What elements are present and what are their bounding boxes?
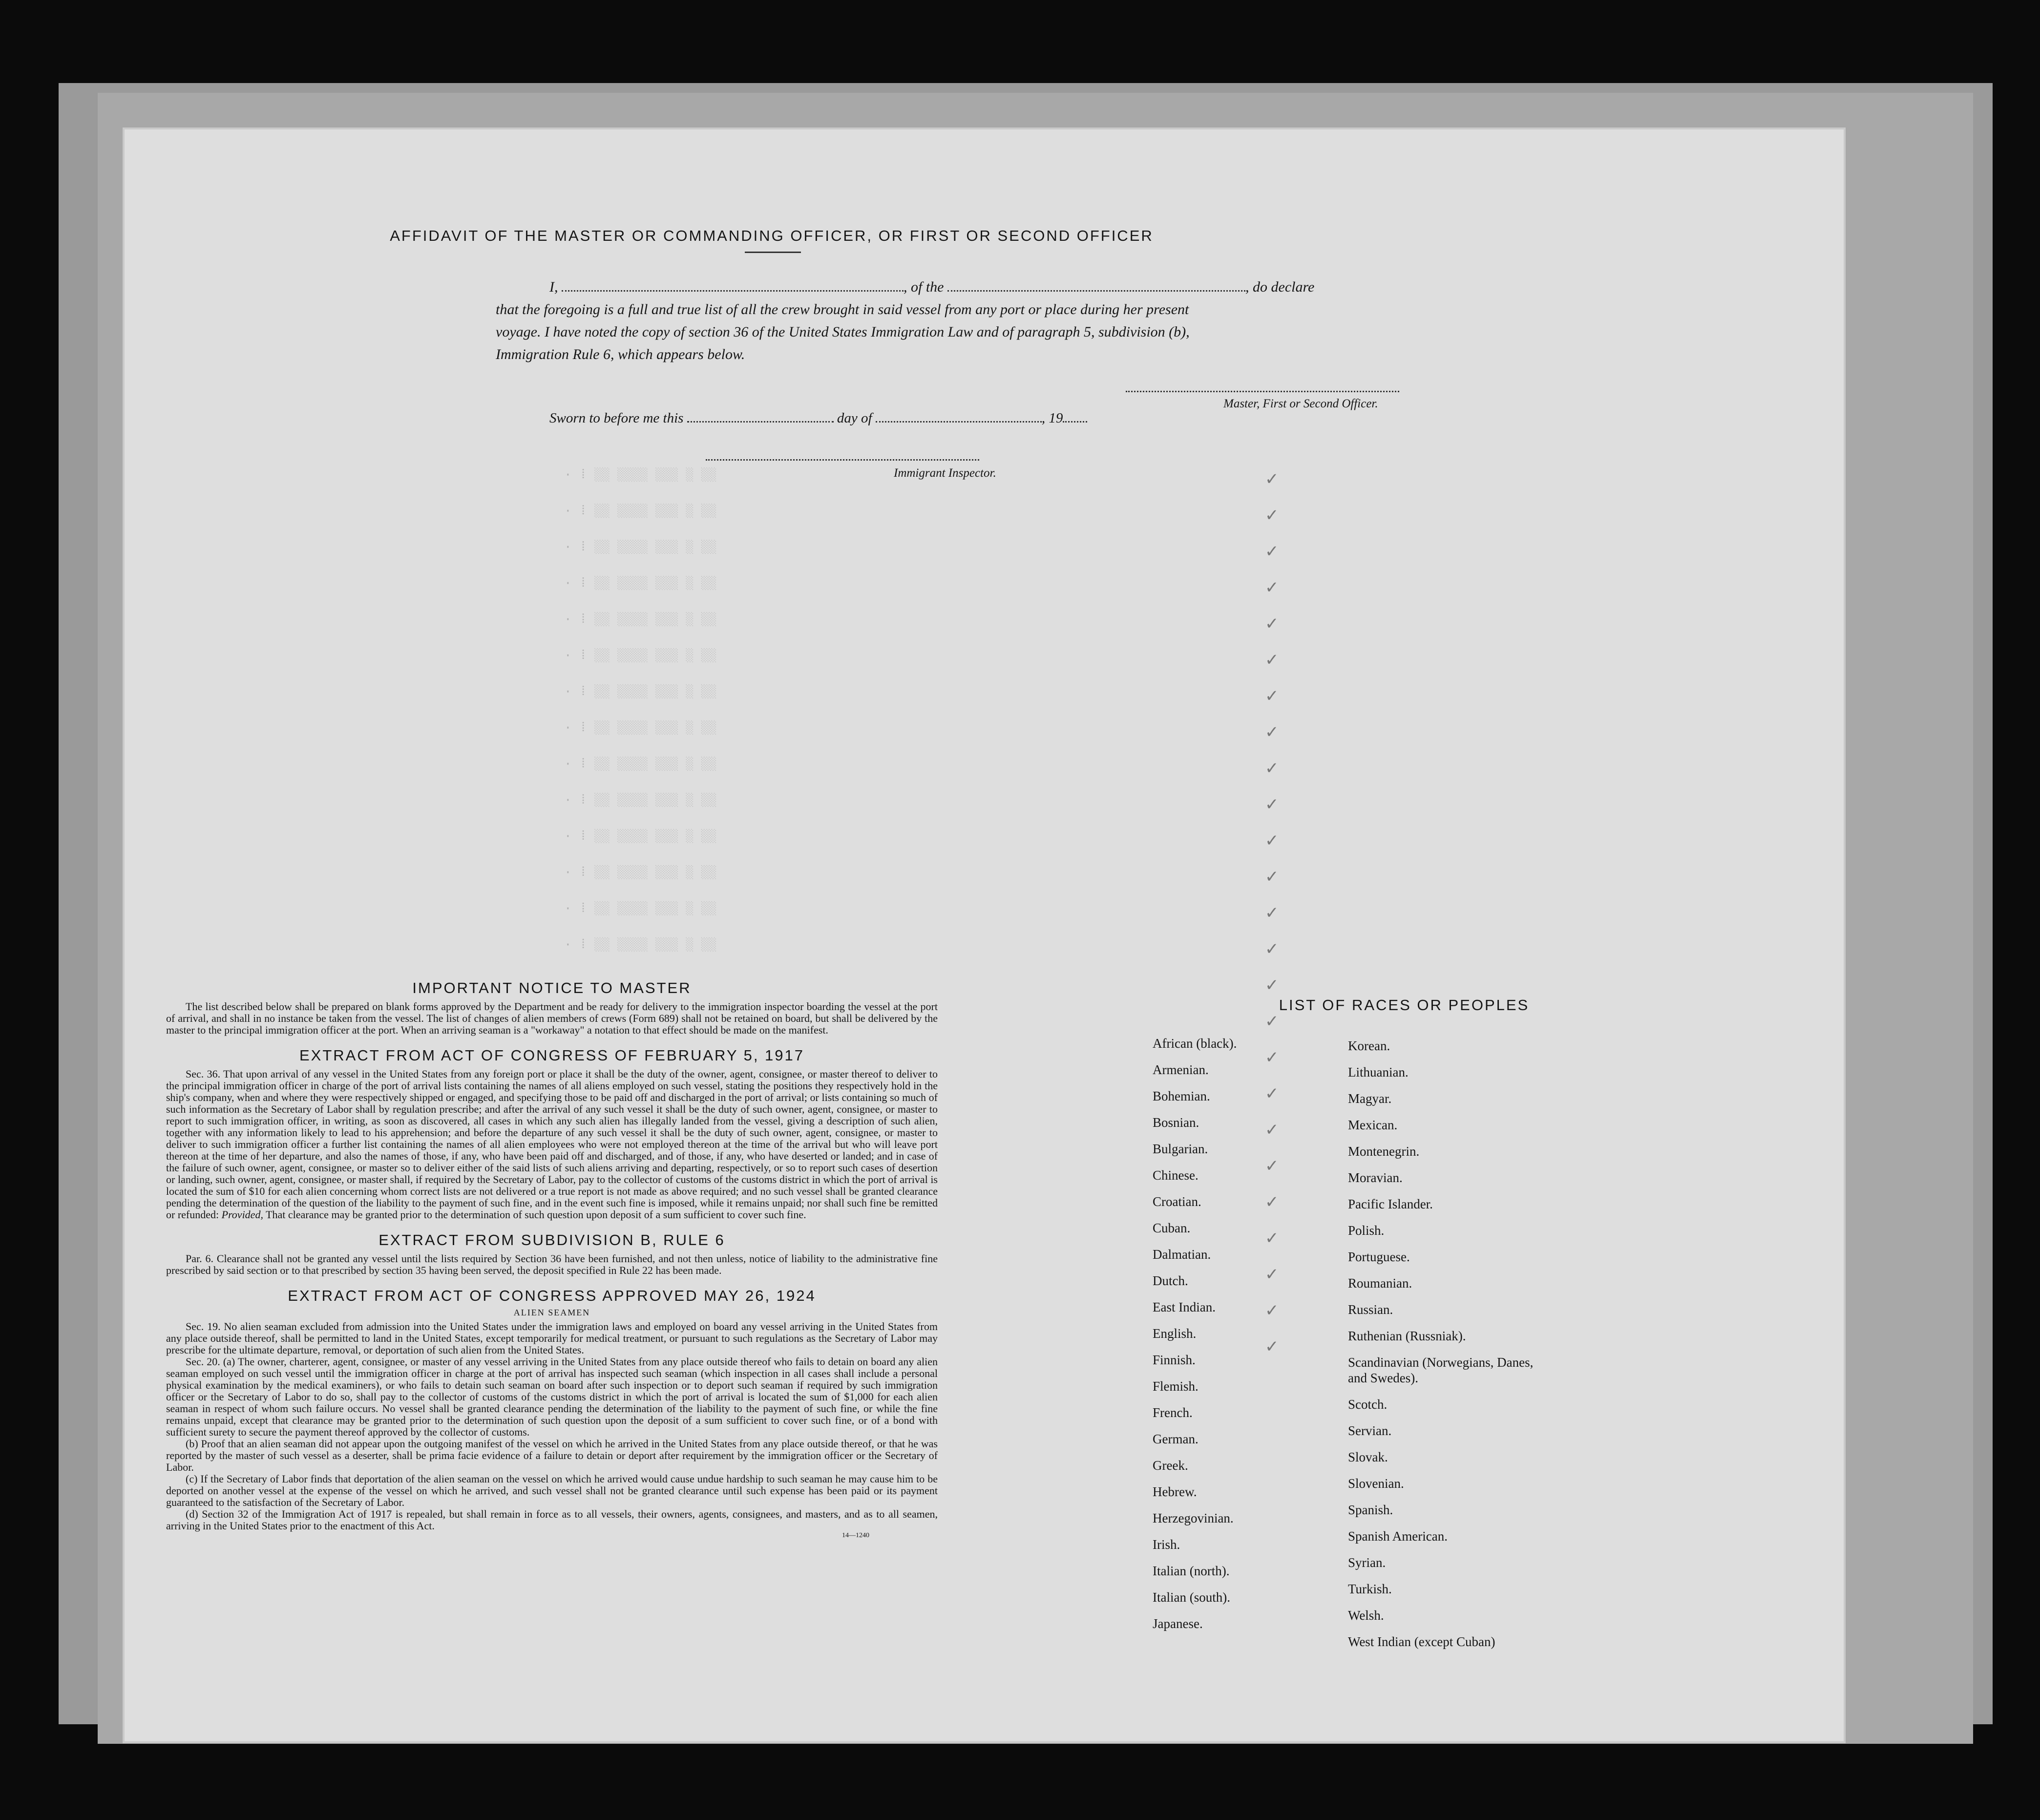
race-item: Mexican. xyxy=(1348,1118,1398,1132)
race-item: Moravian. xyxy=(1348,1170,1403,1185)
rule6-title: EXTRACT FROM SUBDIVISION B, RULE 6 xyxy=(379,1231,725,1249)
race-item: Dalmatian. xyxy=(1153,1247,1211,1262)
race-item: Bulgarian. xyxy=(1153,1142,1208,1156)
race-item: Servian. xyxy=(1348,1423,1392,1438)
extract-1924-title: EXTRACT FROM ACT OF CONGRESS APPROVED MAY 26, 1924 xyxy=(288,1287,816,1304)
section-36-text: Sec. 36. That upon arrival of any vessel in the United States from any foreign port or place it shall be the duty of the owner, agent, consignee, or master thereof to deliver to the principal immigration officer in charge of the port of arrival lists containing the names of all aliens employed on such vessel, stating the positions they respectively hold in the ship's company, when and where they were respectively shipped or engaged, and specifying those to be paid off and discharged in the port of arrival; or lists containing so much of such information as the Secretary of Labor shall by regulation prescribe; and after the arrival of any such vessel it shall be the duty of such owner, agent, consignee, or master to report to such immigration officer, in writing, as soon as discovered, all cases in which any such alien has illegally landed from the vessel, giving a description of such alien, together with any information likely to lead to his apprehension; and before the departure of any such vessel it shall be the duty of such owner, agent, consignee, or master to deliver to such immigration officer a further list containing the names of all alien employees who were not employed thereon at the time of the arrival but who will leave port thereon at the time of her departure, and also the names of those, if any, who have been paid off and discharged, and of those, if any, who have deserted or landed; and in case of the failure of such owner, agent, consignee, or master so to deliver either of the said lists of such aliens arriving and departing, respectively, or so to report such cases of desertion or landing, such owner, agent, consignee, or master shall, if required by the Secretary of Labor, pay to the collector of customs of the customs district in which the port of arrival is located the sum of $10 for each alien concerning whom correct lists are not delivered or a true report is not made as above required; and no such vessel shall be granted clearance pending the determination of the question of the liability to the payment of such fine, and in the event such fine is imposed, while it remains unpaid; nor shall such fine be remitted or refunded: xyxy=(166,1068,938,1221)
proviso-word: Provided, xyxy=(221,1208,263,1221)
bleed-through-checkmarks: ✓ ✓ ✓ ✓ ✓ ✓ ✓ ✓ ✓ ✓ ✓ ✓ ✓ ✓ ✓ ✓ ✓ ✓ ✓ ✓ ✓ ✓ ✓ ✓ ✓ xyxy=(1265,470,1279,1356)
proviso-text: That clearance may be granted prior to the determination of such question upon deposit of a sum sufficient to cover such fine. xyxy=(266,1208,806,1221)
races-title: LIST OF RACES OR PEOPLES xyxy=(1279,996,1530,1014)
race-item: Finnish. xyxy=(1153,1353,1196,1367)
race-item: Spanish American. xyxy=(1348,1529,1448,1544)
signature-label: Master, First or Second Officer. xyxy=(1223,397,1378,410)
sworn-mid: day of xyxy=(837,410,872,426)
race-item: Russian. xyxy=(1348,1302,1393,1317)
bleed-through-marks: · ⁞ ░░ ░░░░ ░░░ ░ ░░ · ⁞ ░░ ░░░░ ░░░ ░ ░░ · ⁞ ░░ ░░░░ ░░░ ░ ░░ · ⁞ ░░ ░░░░ ░░░ ░ ░░ · ⁞ ░░ ░░░░ ░░░ ░ ░░ · ⁞ ░░ ░░░░ ░░░ ░ ░░ · ⁞ ░░ ░░░░ ░░░ ░ ░░ · ⁞ ░░ ░░░░ ░░░ ░ ░░ · ⁞ ░░ ░░░░ ░░░ ░ ░░ · ⁞ ░░ ░░░░ ░░░ ░ ░░ · ⁞ ░░ ░░░░ ░░░ ░ ░░ · ⁞ ░░ ░░░░ ░░░ ░ ░░ · ⁞ ░░ ░░░░ ░░░ ░ ░░ · ⁞ ░░ ░░░░ ░░░ ░ ░░ xyxy=(564,467,717,952)
section-20a-text: Sec. 20. (a) The owner, charterer, agent, consignee, or master of any vessel arriving in the United States from any place outside thereof who fails to detain on board any alien seaman employed on such vessel until the immigration officer in charge at the port of arrival has inspected such seaman (which inspection in all cases shall include a personal physical examination by the medical examiners), or who fails to detain such seaman on board after such inspection or to deport such seaman if required by such immigration officer or the Secretary of Labor to do so, shall pay to the collector of customs of the customs district in which the port of arrival is located the sum of $1,000 for each alien seaman in respect of whom such failure occurs. No vessel shall be granted clearance pending the determination of the liability to the payment of such fine, or while the fine remains unpaid, except that clearance may be granted prior to the determination of such question upon the deposit of a sum sufficient to cover such fine, or of a bond with sufficient surety to secure the payment thereof approved by the collector of customs. xyxy=(166,1355,938,1438)
race-item: Herzegovinian. xyxy=(1153,1511,1234,1525)
race-item: West Indian (except Cuban) xyxy=(1348,1634,1495,1649)
race-item: Pacific Islander. xyxy=(1348,1197,1433,1211)
race-item: Greek. xyxy=(1153,1458,1188,1473)
race-item: Syrian. xyxy=(1348,1555,1386,1570)
affidavit-line1-start: I, xyxy=(549,279,558,295)
form-code: 14—1240 xyxy=(842,1532,869,1539)
race-item: French. xyxy=(1153,1405,1193,1420)
section-20c-text: (c) If the Secretary of Labor finds that deportation of the alien seaman on the vessel on which he arrived would cause undue hardship to such seaman he may cause him to be deported on another vessel at the expense of the vessel on which he arrived, and such vessel shall not be granted clearance until such expense has been paid or its payment guaranteed to the satisfaction of the Secretary of Labor. xyxy=(166,1473,938,1508)
name-blank xyxy=(562,285,904,292)
race-item: English. xyxy=(1153,1326,1197,1341)
form-page xyxy=(125,129,1844,1741)
race-item: Magyar. xyxy=(1348,1091,1392,1106)
alien-seamen-subtitle: ALIEN SEAMEN xyxy=(513,1308,590,1317)
signature-line xyxy=(1126,391,1399,392)
race-item: Lithuanian. xyxy=(1348,1065,1409,1079)
race-item: African (black). xyxy=(1153,1036,1237,1051)
race-item: Bohemian. xyxy=(1153,1089,1210,1103)
extract-1917-text xyxy=(166,1068,938,1221)
vessel-blank xyxy=(947,285,1245,292)
affidavit-line1-end: , do declare xyxy=(1245,279,1315,295)
race-item: Scotch. xyxy=(1348,1397,1388,1412)
race-item: Welsh. xyxy=(1348,1608,1384,1623)
inspector-line xyxy=(706,459,979,461)
race-item: Italian (south). xyxy=(1153,1590,1230,1605)
race-item: Roumanian. xyxy=(1348,1276,1412,1291)
race-item: Portuguese. xyxy=(1348,1249,1410,1264)
race-item: Irish. xyxy=(1153,1537,1180,1552)
races-right-column xyxy=(1348,1038,1553,1660)
sworn-line xyxy=(549,410,1087,426)
sworn-month-blank xyxy=(876,416,1042,423)
race-item: Dutch. xyxy=(1153,1273,1188,1288)
sworn-year: , 19 xyxy=(1041,410,1063,426)
sworn-year-blank xyxy=(1063,416,1087,423)
race-item: German. xyxy=(1153,1432,1199,1446)
affidavit-line4: Immigration Rule 6, which appears below. xyxy=(496,346,745,362)
race-item: Japanese. xyxy=(1153,1616,1203,1631)
race-item: Slovak. xyxy=(1348,1450,1388,1464)
races-left-column xyxy=(1153,1036,1348,1642)
race-item: Spanish. xyxy=(1348,1503,1393,1517)
race-item: Cuban. xyxy=(1153,1221,1191,1235)
rule6-text: Par. 6. Clearance shall not be granted any vessel until the lists required by Section 36 have been furnished, and not then unless, notice of liability to the administrative fine prescribed by said section or to that prescribed by section 35 having been served, the deposit specified in Rule 22 has been made. xyxy=(166,1252,938,1276)
notice-title: IMPORTANT NOTICE TO MASTER xyxy=(412,979,692,996)
sworn-day-blank xyxy=(687,416,834,423)
race-item: Croatian. xyxy=(1153,1194,1201,1209)
extract-1917-title: EXTRACT FROM ACT OF CONGRESS OF FEBRUARY 5, 1917 xyxy=(299,1047,805,1064)
race-item: Polish. xyxy=(1348,1223,1385,1238)
race-item: Chinese. xyxy=(1153,1168,1199,1183)
section-20d-text: (d) Section 32 of the Immigration Act of 1917 is repealed, but shall remain in force as to all vessels, their owners, agents, consignees, and masters, and as to all seamen, arriving in the United States prior to the enactment of this Act. xyxy=(166,1508,938,1532)
race-item: Ruthenian (Russniak). xyxy=(1348,1329,1466,1343)
affidavit-line2: that the foregoing is a full and true list of all the crew brought in said vessel from any port or place during her present xyxy=(496,301,1189,317)
race-item: Korean. xyxy=(1348,1038,1390,1053)
affidavit-line3: voyage. I have noted the copy of section 36 of the United States Immigration Law and of paragraph 5, subdivision (b), xyxy=(496,324,1190,340)
race-item: Montenegrin. xyxy=(1348,1144,1420,1159)
race-item: Hebrew. xyxy=(1153,1484,1197,1499)
affidavit-title: AFFIDAVIT OF THE MASTER OR COMMANDING OFFICER, OR FIRST OR SECOND OFFICER xyxy=(390,227,1154,244)
affidavit-line1-mid: , of the xyxy=(904,279,944,295)
section-20b-text: (b) Proof that an alien seaman did not appear upon the outgoing manifest of the vessel on which he arrived in the United States from any place outside thereof, or that he was reported by the master of such vessel as a deserter, shall be prima facie evidence of a failure to detain or deport after requirement by the immigration officer or the Secretary of Labor. xyxy=(166,1438,938,1473)
notice-text: The list described below shall be prepared on blank forms approved by the Department and be ready for delivery to the immigration inspector boarding the vessel at the port of arrival, and shall in no instance be taken from the vessel. The list of changes of alien members of crews (Form 689) shall not be retained on board, but shall be delivered by the master to the principal immigration officer at the port. When an arriving seaman is a "workaway" a notation to that effect should be made on the manifest. xyxy=(166,1000,938,1036)
race-item: Italian (north). xyxy=(1153,1564,1230,1578)
race-item: East Indian. xyxy=(1153,1300,1216,1314)
notice-section xyxy=(166,979,938,1540)
affidavit-statement xyxy=(496,276,1580,366)
race-item: Turkish. xyxy=(1348,1582,1392,1596)
race-item: Flemish. xyxy=(1153,1379,1199,1394)
title-divider xyxy=(745,252,801,253)
race-item: Bosnian. xyxy=(1153,1115,1199,1130)
inspector-label: Immigrant Inspector. xyxy=(894,466,996,480)
race-item: Armenian. xyxy=(1153,1062,1209,1077)
section-19-text: Sec. 19. No alien seaman excluded from admission into the United States under the immigration laws and employed on board any vessel arriving in the United States from any place outside thereof, shall be permitted to land in the United States, except temporarily for medical treatment, or pursuant to such regulations as the Secretary of Labor may prescribe for the ultimate departure, removal, or deportation of such alien from the United States. xyxy=(166,1320,938,1356)
sworn-start: Sworn to before me this xyxy=(549,410,684,426)
race-item: Slovenian. xyxy=(1348,1476,1404,1491)
race-item: Scandinavian (Norwegians, Danes, and Swedes). xyxy=(1348,1355,1534,1385)
